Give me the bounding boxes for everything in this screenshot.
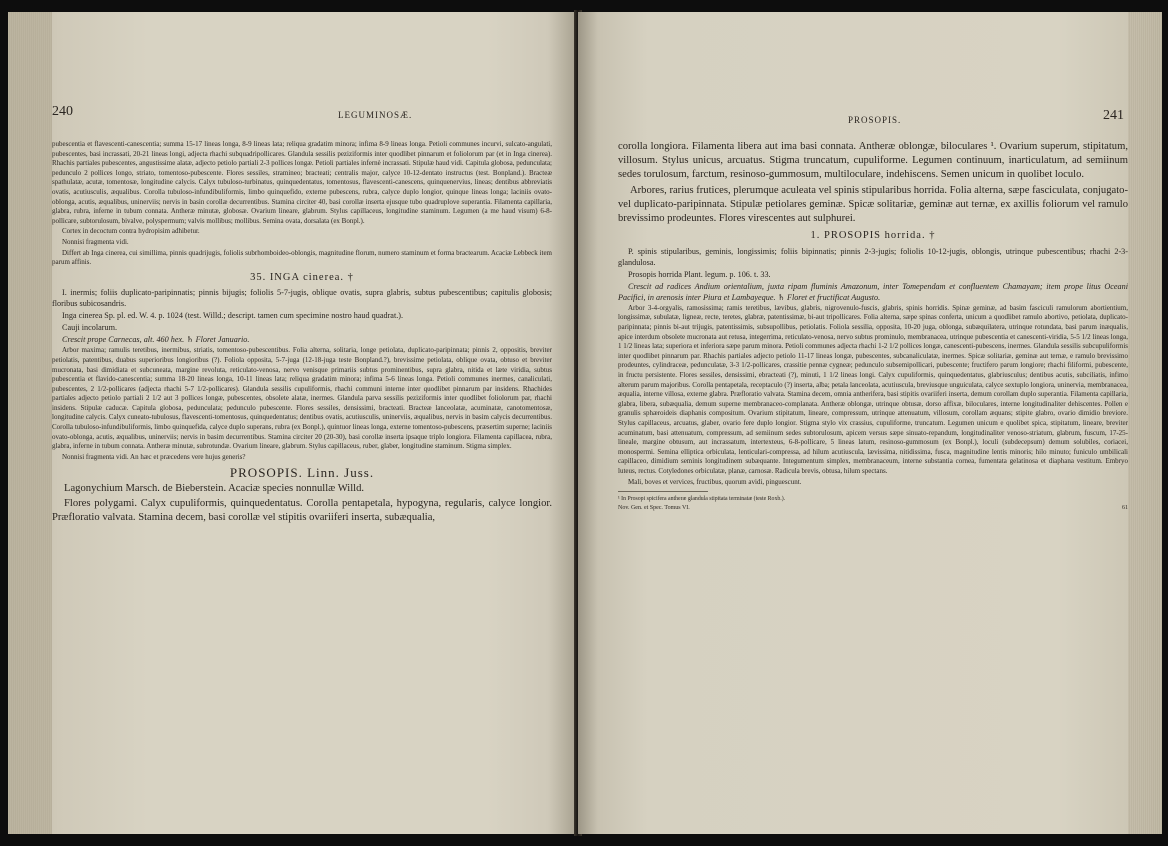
- page-number-left: 240: [52, 104, 73, 119]
- genus-description: Flores polygami. Calyx cupuliformis, quinquedentatus. Corolla pentapetala, hypogyna, regularis, calyce longior. Præfloratio valvata. Stamina decem, basi corollæ vel stipitis ovariiferi inserta, subæqualia,: [52, 498, 552, 524]
- genus-habit: Arbores, rarius frutices, plerumque aculeata vel spinis stipularibus horrida. Folia alterna, sæpe fasciculata, conjugato-vel duplicato-paripinnata. Stipulæ petiolares geminæ. Spicæ solitariæ, geminæ aut ternæ, ex axillis foliorum vel ramulo brevissimo prodeuntes. Flores virescentes aut sulphurei.: [618, 184, 1128, 225]
- species-description: Arbor maxima; ramulis teretibus, inermibus, striatis, tomentoso-pubescentibus. Folia alterna, solitaria, longe petiolata, duplicato-paripinnata; pinnis 2, oppositis, breviter petiolatis, patentibus, duabus superioribus longioribus (?). Foliola opposita, 5-7-juga (12-18-juga teste Bonpland.?), brevissime petiolata, oblique ovata, obtuso et breviter mucronata, basi dimidiata et subcuneata, margine revoluta, reticulato-venosa, nervo venisque primariis subtus prominentibus, supra glabra, nitida et læte viridia, subtus pubescentia et flavido-canescentia; summa 18-20 lineas longa, 10-11 lineas lata; reliqua gradatim minora; infima 5-6 lineas longa. Petioli communes inermes, canaliculati, pubescentes, 2 1/2-pollicares (adjecta rhachi 5-7 1/2-pollicares). Glandula sessilis cupuliformis, rhachi communi interne inter quodlibet pinnarum par insidens. Rhachides partiales adjecto petiolo partiali 2 1/2 aut 3 pollices longæ, pubescentes, obsolete alatæ, inermes. Glandula parva sessilis peziziformis inter quodlibet foliolorum par, rhachi insidens. Stipulæ caducæ. Capitula globosa, pedunculata; pedunculo pubescente. Flores sessiles, densissimi, bracteati. Bracteæ lanceolatæ, acuminatæ, canotomentosæ, longitudine calycis. Calyx cuneato-tubulosus, flavescenti-tomentosus, quinquedentatus; dentibus ovatis, acutiusculis, uninerviis, æqualibus, nervis in basim calycis decurrentibus. Corolla tubuloso-infundibuliformis, limbo quinquefida, calyce duplo superans, rubra (ex Bonpl.), quintuor lineas longa, externe tomentoso-pubescens, præsertim superne; laciniis ovato-oblonga, acutis, æqualibus, uninerviis; nervis in basim decurrentibus. Stamina circiter 20 (20-30), basi corollæ inserta ipsaque triplo longiora. Filamenta capillacea, rubra, glabra, inferne in tubum connata. Antheræ minutæ, subrotundæ. Ovarium lineare, glabrum. Stylus capillaceus, ruber, glaber, longitudine staminum. Stigma simplex.: [52, 346, 552, 451]
- species-diagnosis: I. inermis; foliis duplicato-paripinnatis; pinnis bijugis; foliolis 5-7-jugis, oblique ovatis, supra glabris, subtus pubescentibus; capitulis globosis; floribus subicosandris.: [52, 288, 552, 309]
- footnote-rule: [618, 491, 708, 492]
- common-name: Cauji incolarum.: [62, 323, 118, 333]
- paragraph: Cortex in decoctum contra hydropisim adhibetur.: [62, 227, 200, 236]
- right-page-text: [618, 140, 1128, 512]
- paragraph: Nonnisi fragmenta vidi.: [62, 237, 129, 246]
- note: Nonnisi fragmenta vidi. An hæc et præcedens vere hujus generis?: [62, 452, 246, 461]
- genus-description-continued: corolla longiora. Filamenta libera aut ima basi connata. Antheræ oblongæ, biloculares ¹. Ovarium superum, stipitatum, villosum. Stylus unicus, arcuatus. Stigma truncatum, cupuliforme. Legumen continuum, inarticulatum, ad semiinum sedes torulosum, farctum, resinoso-gummosum, multiloculare, indehiscens. Semen unicum in quolibet loculo.: [618, 141, 1128, 181]
- paragraph: Differt ab Inga cinerea, cui simillima, pinnis quadrijugis, foliolis subrhomboideo-oblongis, magnitudine florum, numero staminum et forma bractearum. Acaciæ Lebbeck item parum affinis.: [52, 248, 552, 267]
- signature-left: Nov. Gen. et Spec. Tomus VI.: [618, 505, 690, 512]
- signature-line: [618, 504, 1128, 512]
- page-number-right: 241: [1103, 108, 1124, 123]
- right-page: [578, 12, 1162, 834]
- genus-synonym: Lagonychium Marsch. de Bieberstein. Acaciæ species nonnullæ Willd.: [64, 483, 365, 495]
- page-edges-right: [1128, 12, 1162, 834]
- species-diagnosis: P. spinis stipularibus, geminis, longissimis; foliis bipinnatis; pinnis 2-3-jugis; foliolis 10-12-jugis, oblongis, utrinque pubescentibus; rhachi 2-3-glandulosa.: [618, 246, 1128, 267]
- species-reference: Inga cinerea Sp. pl. ed. W. 4. p. 1024 (test. Willd.; descript. tamen cum specimine nostro haud quadrat.).: [62, 311, 404, 321]
- species-title: 35. INGA cinerea. †: [250, 271, 354, 283]
- habitat: Crescit ad radices Andium orientalium, juxta ripam fluminis Amazonum, inter Tomependam et confluentem Chamayam; item prope litus Oceani Pacifici, in arenosis inter Piura et Lambayeque. ♄ Floret et fructificat Augusto.: [618, 281, 1128, 302]
- page-edges-left: [8, 12, 52, 834]
- note: Mali, boves et vervices, fructibus, quorum avidi, pinguescunt.: [628, 477, 802, 486]
- running-head-right: PROSOPIS.: [848, 115, 902, 125]
- left-page-text: [52, 140, 552, 527]
- signature-right: 61: [1122, 505, 1128, 512]
- species-title: 1. PROSOPIS horrida. †: [810, 230, 936, 242]
- species-description: Arbor 3-4-orgyalis, ramosissima; ramis teretibus, lævibus, glabris, nigrovenulo-fuscis, glabris, spinis horridis. Spinæ geminæ, ad basim fasciculi ramulorum abortientium, longissimæ, subulatæ, ligneæ, recte, teretes, glabræ, patentissimæ, bi-aut tripollicares. Folia alterna, sæpe spinas conferta, unicum a quodlibet ramulo abortivo, petiolata, duplicato-paripinnata; pinnis bi-aut trijugis, patentissimis, subsupollibus, petiolatis. Foliola sessilia, opposita, 10-20 juga, oblonga, subæquilatera, utrinque rotundata, basi parum inæqualis, apice interdum obsolete mucronata aut retusa, integerrima, reticulato-venosa, nervo subtus prominulo, membranacea, utrinque pubescentia et canescenti-viridia, 5-5 1/2 lineas longa, 1 1/2 lineas lata; superiora et inferiora sæpe parum minora. Petioli communes adjecta rhachi 1-2 1/2 pollices longæ, canescenti-pubescens, inermes. Glandula sessilis subcupuliformis inter quodlibet pinnarum par. Rhachis partiales adjecto petiolo 11-17 lineas longæ, pubescentes, subcanaliculatæ, inermes. Spicæ solitariæ, geminæ aut ternæ, e ramulo brevissimo prodeuntes, cylindraceæ, pedunculatæ, 3-3 1/2-pollicares, crassitie pennæ cygneæ; pedunculo subsemipollicari, pubescente; fructifero parum longiore; rhachi filiformi, pubescente, in fructu persistente. Flores sessiles, densissimi, ebracteati (?), minuti, 1 1/2 lineas longi. Calyx cupuliformis, quinquedentatus, glabriusculus; dentibus acutis, subciliatis, infimo alterum parum majoribus. Corolla pentapetala, receptaculo (?) inserta, alba; petala lanceolata, acutiuscula, breviusque unguiculata, calyce sextuplo longiora, uninervia, membranacea, æqualia, interne villosa, externe glabra. Præfloratio valvata. Stamina decem, omnia antherifera, basi stipitis ovariiferi inserta, demum corollam duplo superantia. Filamenta capillaria, glabra, libera, subæqualia, demum superne membranaceo-complanata. Antheræ oblongæ, utrinque obtusæ, dorso affixæ, biloculares, interne longitudinaliter dehiscentes. Pollen e granulis sphæroideis diaphanis compositum. Ovarium stipitatum, lineare, compressum, utrinque attenuatum, villosum, corollam æquans; stipite glabro, ovario dimidio breviore. Stylus capillaceus, arcuatus, glaber, ovario fere duplo longior. Stigma stylo vix crassius, cupuliforme, truncatum. Legumen unicum e quolibet spica, stipitatum, lineare, breviter acuminatum, basi attenuatum, compressum, ad semiinum sedes subtorulosum, apicem versus sæpe sinuato-repandum, longitudinaliter venoso-striatum, glabrum, fuscum, 17-25-lineale, margine obtusum, aut incrassatum, intertexteus, 6-8-pollicare, 5 lineas latum, resinoso-gummosum (ex Bonpl.), loculi (subdecepsum) demum solubiles, coriacei, monospermi. Semina elliptica orbiculata, lenticulari-compressa, ad hilum acutiuscula, lævissima, nitidissima, fusca, magnitudine lentis minoris; hilo minuto; funiculo umbilicali capillaceo, dimidium seminis longitudinem subæquante. Integumentum simplex, membranaceum, interne substantia cornea, fumentata gelatinosa et diaphana vestitum. Embryo luteus, rectus. Cotyledones orbiculatæ, planæ, carnosæ. Radicula brevis, obtusa, hilum spectans.: [618, 303, 1128, 475]
- running-head-left: LEGUMINOSÆ.: [338, 110, 413, 120]
- species-reference: Prosopis horrida Plant. legum. p. 106. t. 33.: [628, 269, 771, 279]
- left-page: [8, 12, 576, 834]
- paragraph: pubescentia et flavescenti-canescentia; summa 15-17 lineas longa, 8-9 lineas lata; reliqua gradatim minora; infima 8-9 lineas longa. Petioli communes incurvi, sulcato-angulati, pubescentes, basi incrassati, 20-21 lineas longi, adjecta rhachi subquadripollicares. Glandula sessilis peziziformis inter quodlibet pinnarum et foliolorum par (et in Inga cinerea). Rhachis partiales pubescentes, angustissime alatæ, adjecto petiolo partiali 2-3 pollices longæ. Petioli partiales infernè incrassati. Stipulæ haud vidi. Capitula globosa, pedunculata; pedunculo 2 pollices longo, striato, tomentoso-pubescente. Flores sessiles, stramineo; bracteati; centralis major, calyce 10-12-dentato instructus (test. Bonpland.). Bracteæ spathulatæ, acutæ, tomentosæ, longitudine calycis. Calyx tubuloso-turbinatus, quinquedentatus, tomentosus, flavescenti-canescens, quinquenervius, lineas; dentibus abbreviatis ovatis, acutiusculis, æqualibus. Corolla tubuloso-infundibuliformis, limbo quinquefido, externe pubescens, rubra, calyce duplo longior, quinque lineas longa; laciniis ovato-oblonga, acutis, æqualibus, uninerviis; nervis in basin corollæ decurrentibus. Stamina circiter 40, basi corollæ inserta ejusque tubo quadruplove superantia. Filamenta capillaria, glabra, rubra, inferne in tubum connata. Antheræ minutæ, globosæ. Ovarium lineare, glabrum. Stylus capillaceus, longitudine staminum. Legumen (a me haud visum) 6-8-pollicare, subtorulosum, bivalve, polyspermum; valvis mollibus; mollibus. Semina ovata, dorsalata (ex Bonpl.).: [52, 140, 552, 225]
- habitat: Crescit prope Carnecas, alt. 460 hex. ♄ Floret Januario.: [62, 335, 250, 345]
- footnote: ¹ In Prosopi spicifera antheræ glandula stipitata terminatæ (teste Roxb.).: [618, 496, 786, 503]
- genus-title: PROSOPIS. Linn. Juss.: [229, 465, 375, 481]
